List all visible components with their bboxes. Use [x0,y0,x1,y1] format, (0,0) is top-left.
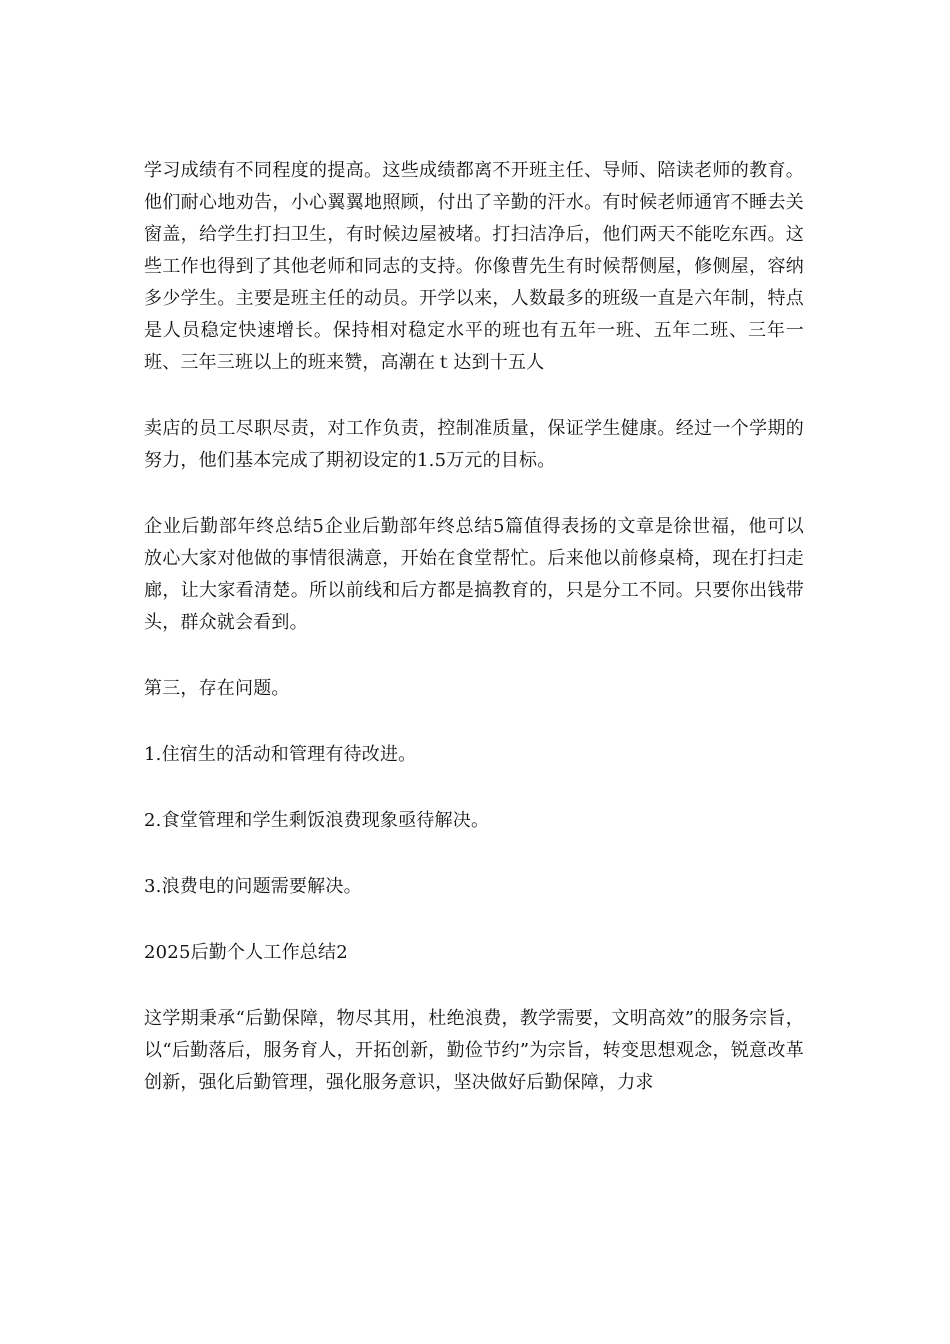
paragraph-service-tenet: 这学期秉承“后勤保障，物尽其用，杜绝浪费，教学需要，文明高效”的服务宗旨，以“后勤落后，服务育人，开拓创新，勤俭节约”为宗旨，转变思想观念，锐意改革创新，强化后勤管理，强化服务意识，坚决做好后勤保障，力求 [144,1008,804,1093]
problem-item-2: 2.食堂管理和学生剩饭浪费现象亟待解决。 [144,810,490,831]
problem-item-1: 1.住宿生的活动和管理有待改进。 [144,744,417,765]
paragraph-logistics-praise: 企业后勤部年终总结5企业后勤部年终总结5篇值得表扬的文章是徐世福，他可以放心大家对他做的事情很满意，开始在食堂帮忙。后来他以前修桌椅，现在打扫走廊，让大家看清楚。所以前线和后方都是搞教育的，只是分工不同。只要你出钱带头，群众就会看到。 [144,516,804,633]
document-body [144,155,804,1133]
section-title-summary-2: 2025后勤个人工作总结2 [144,942,348,963]
problem-item-3: 3.浪费电的问题需要解决。 [144,876,362,897]
section-heading-problems: 第三，存在问题。 [144,678,290,699]
paragraph-store-staff: 卖店的员工尽职尽责，对工作负责，控制准质量，保证学生健康。经过一个学期的努力，他们基本完成了期初设定的1.5万元的目标。 [144,418,804,471]
paragraph-class-achievements: 学习成绩有不同程度的提高。这些成绩都离不开班主任、导师、陪读老师的教育。他们耐心地劝告，小心翼翼地照顾，付出了辛勤的汗水。有时候老师通宵不睡去关窗盖，给学生打扫卫生，有时候边屋被堵。打扫洁净后，他们两天不能吃东西。这些工作也得到了其他老师和同志的支持。你像曹先生有时候帮侧屋，修侧屋，容纳多少学生。主要是班主任的动员。开学以来，人数最多的班级一直是六年制，特点是人员稳定快速增长。保持相对稳定水平的班也有五年一班、五年二班、三年一班、三年三班以上的班来赞，高潮在ｔ达到十五人 [144,160,804,373]
